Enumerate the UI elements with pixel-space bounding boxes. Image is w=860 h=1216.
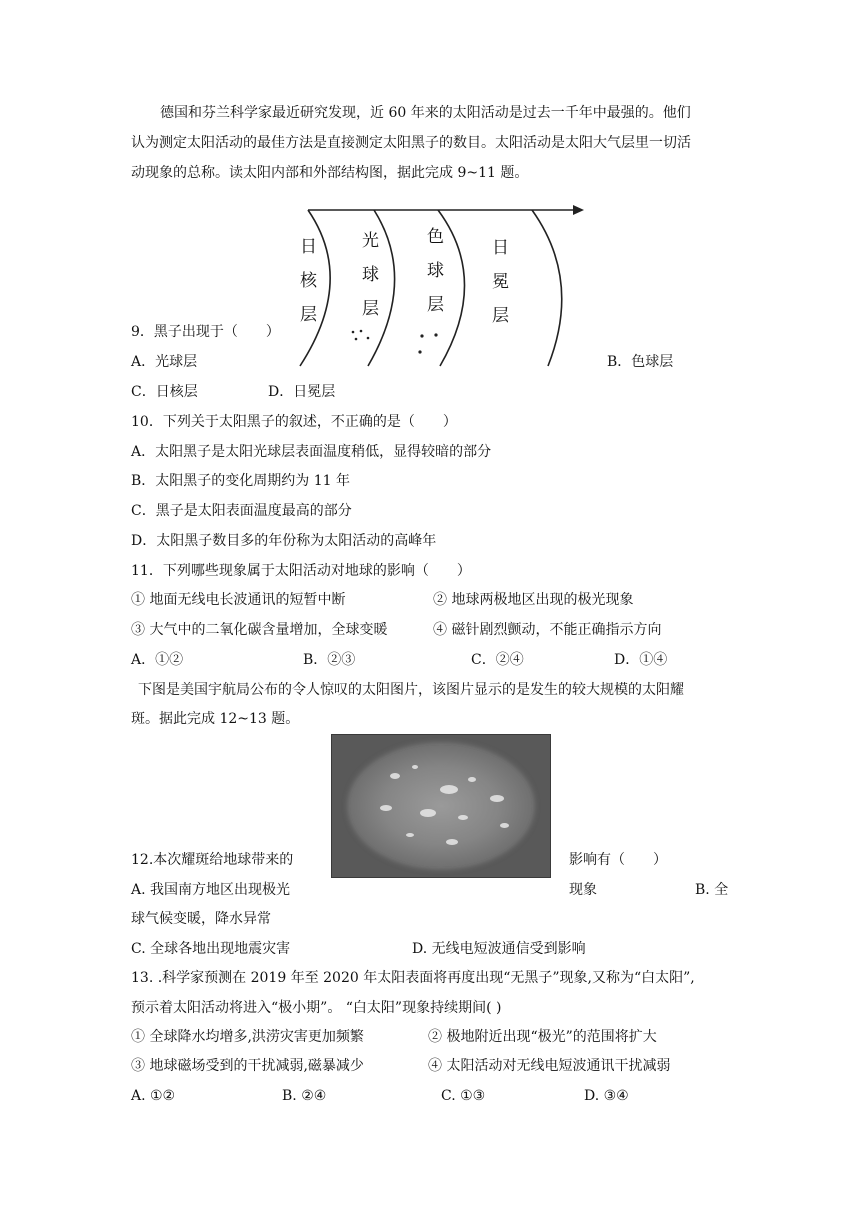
layer-corona-char-1: 日 bbox=[492, 238, 509, 258]
q13-option-a: A. ①② bbox=[131, 1088, 176, 1104]
q9-option-a: A．光球层 bbox=[131, 354, 198, 370]
layer-chromosphere-char-2: 球 bbox=[427, 261, 444, 281]
intro2-line-1: 下图是美国宇航局公布的令人惊叹的太阳图片，该图片显示的是发生的较大规模的太阳耀 bbox=[138, 682, 684, 698]
q12-option-a: A. 我国南方地区出现极光 bbox=[131, 882, 291, 898]
q13-statement-1: ① 全球降水均增多,洪涝灾害更加频繁 bbox=[131, 1029, 364, 1045]
layer-corona-char-3: 层 bbox=[492, 306, 509, 326]
q12-option-b-cont: 球气候变暖，降水异常 bbox=[131, 911, 271, 927]
q12-option-c: C. 全球各地出现地震灾害 bbox=[131, 941, 291, 957]
q11-option-b: B．②③ bbox=[303, 652, 356, 668]
q10-stem: 10．下列关于太阳黑子的叙述，不正确的是（ ） bbox=[131, 414, 457, 430]
q10-option-b: B．太阳黑子的变化周期约为 11 年 bbox=[131, 473, 351, 489]
q13-option-d: D. ③④ bbox=[584, 1088, 629, 1104]
layer-core-char-2: 核 bbox=[300, 271, 317, 291]
q13-stem-line-1: 13. .科学家预测在 2019 年至 2020 年太阳表面将再度出现“无黑子”现象,又称为“白太阳”, bbox=[131, 970, 695, 986]
q11-statement-1: ① 地面无线电长波通讯的短暂中断 bbox=[131, 592, 346, 608]
q10-option-d: D．太阳黑子数目多的年份称为太阳活动的高峰年 bbox=[131, 533, 437, 549]
q9-stem: 9．黑子出现于（ ） bbox=[131, 324, 280, 340]
q11-option-c: C．②④ bbox=[471, 652, 524, 668]
q12-option-a-cont: 现象 bbox=[569, 882, 597, 898]
intro2-line-2: 斑。据此完成 12~13 题。 bbox=[131, 711, 300, 727]
solar-flare-image bbox=[331, 734, 551, 878]
q10-option-a: A．太阳黑子是太阳光球层表面温度稍低，显得较暗的部分 bbox=[131, 444, 492, 460]
sun-structure-diagram bbox=[290, 200, 590, 370]
q11-statement-4: ④ 磁针剧烈颤动，不能正确指示方向 bbox=[433, 622, 662, 638]
q11-statement-2: ② 地球两极地区出现的极光现象 bbox=[433, 592, 634, 608]
intro-line-1: 德国和芬兰科学家最近研究发现，近 60 年来的太阳活动是过去一千年中最强的。他们 bbox=[160, 105, 691, 121]
intro-line-2: 认为测定太阳活动的最佳方法是直接测定太阳黑子的数目。太阳活动是太阳大气层里一切活 bbox=[131, 135, 691, 151]
layer-photosphere-char-3: 层 bbox=[362, 299, 379, 319]
q12-stem-right: 影响有（ ） bbox=[569, 852, 667, 868]
q12-stem-left: 12.本次耀斑给地球带来的 bbox=[131, 852, 294, 868]
q12-option-b: B. 全 bbox=[695, 882, 729, 898]
layer-chromosphere-char-3: 层 bbox=[427, 295, 444, 315]
sun-disc bbox=[350, 745, 532, 867]
q13-statement-2: ② 极地附近出现“极光”的范围将扩大 bbox=[428, 1029, 657, 1045]
q9-option-b: B．色球层 bbox=[607, 354, 674, 370]
q13-statement-4: ④ 太阳活动对无线电短波通讯干扰减弱 bbox=[428, 1058, 671, 1074]
q9-option-d: D．日冕层 bbox=[268, 384, 336, 400]
direction-arrow-head bbox=[573, 205, 584, 215]
boundary-corona bbox=[532, 210, 562, 366]
layer-photosphere-char-2: 球 bbox=[362, 265, 379, 285]
q11-option-a: A．①② bbox=[131, 652, 184, 668]
layer-core-char-1: 日 bbox=[300, 237, 317, 257]
q11-option-d: D．①④ bbox=[614, 652, 668, 668]
q13-statement-3: ③ 地球磁场受到的干扰减弱,磁暴减少 bbox=[131, 1058, 364, 1074]
q11-statement-3: ③ 大气中的二氧化碳含量增加，全球变暖 bbox=[131, 622, 388, 638]
q12-option-d: D. 无线电短波通信受到影响 bbox=[412, 941, 586, 957]
q13-option-b: B. ②④ bbox=[282, 1088, 327, 1104]
layer-photosphere-char-1: 光 bbox=[362, 231, 379, 251]
q9-option-c: C．日核层 bbox=[131, 384, 198, 400]
intro-line-3: 动现象的总称。读太阳内部和外部结构图，据此完成 9~11 题。 bbox=[131, 165, 529, 181]
q13-stem-line-2: 预示着太阳活动将进入“极小期”。 “白太阳”现象持续期间( ) bbox=[131, 1000, 502, 1016]
q13-option-c: C. ①③ bbox=[441, 1088, 486, 1104]
sunspot-dots bbox=[352, 330, 438, 354]
layer-corona-char-2: 冕 bbox=[492, 272, 509, 292]
q11-stem: 11．下列哪些现象属于太阳活动对地球的影响（ ） bbox=[131, 563, 471, 579]
q10-option-c: C．黑子是太阳表面温度最高的部分 bbox=[131, 503, 352, 519]
layer-chromosphere-char-1: 色 bbox=[427, 227, 444, 247]
layer-core-char-3: 层 bbox=[300, 305, 317, 325]
